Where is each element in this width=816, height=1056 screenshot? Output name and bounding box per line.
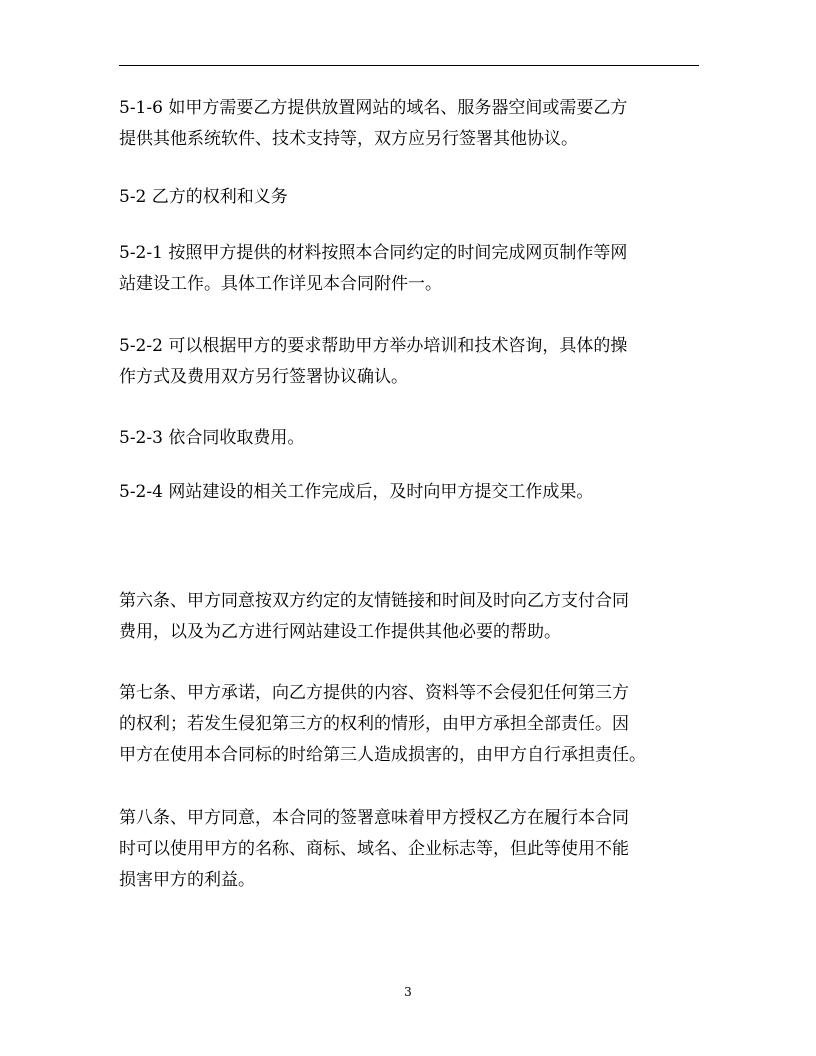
text-line: 5-2-1 按照甲方提供的材料按照本合同约定的时间完成网页制作等网 bbox=[119, 243, 628, 263]
article-7 bbox=[119, 678, 719, 771]
clause-5-2-4 bbox=[119, 477, 719, 508]
text-line: 站建设工作。具体工作详见本合同附件一。 bbox=[119, 274, 442, 294]
text-line: 第七条、甲方承诺，向乙方提供的内容、资料等不会侵犯任何第三方 bbox=[119, 683, 629, 703]
text-line: 时可以使用甲方的名称、商标、域名、企业标志等，但此等使用不能 bbox=[119, 839, 629, 859]
article-8 bbox=[119, 803, 719, 896]
text-line: 费用，以及为乙方进行网站建设工作提供其他必要的帮助。 bbox=[119, 622, 561, 642]
header-rule bbox=[119, 65, 699, 66]
text-line: 提供其他系统软件、技术支持等，双方应另行签署其他协议。 bbox=[119, 129, 578, 149]
text-line: 的权利；若发生侵犯第三方的权利的情形，由甲方承担全部责任。因 bbox=[119, 714, 629, 734]
text-line: 损害甲方的利益。 bbox=[119, 870, 255, 890]
page-number: 3 bbox=[404, 985, 412, 999]
text-line: 5-2-4 网站建设的相关工作完成后，及时向甲方提交工作成果。 bbox=[119, 482, 594, 502]
text-line: 作方式及费用双方另行签署协议确认。 bbox=[119, 367, 408, 387]
text-line: 5-1-6 如甲方需要乙方提供放置网站的域名、服务器空间或需要乙方 bbox=[119, 98, 628, 118]
text-line: 5-2-2 可以根据甲方的要求帮助甲方举办培训和技术咨询，具体的操 bbox=[119, 336, 628, 356]
clause-5-1-6 bbox=[119, 93, 719, 155]
text-line: 第六条、甲方同意按双方约定的友情链接和时间及时向乙方支付合同 bbox=[119, 591, 629, 611]
section-5-2-heading bbox=[119, 182, 719, 213]
clause-5-2-1 bbox=[119, 238, 719, 300]
clause-5-2-3 bbox=[119, 423, 719, 454]
article-6 bbox=[119, 586, 719, 648]
text-line: 5-2-3 依合同收取费用。 bbox=[119, 428, 305, 448]
text-line: 甲方在使用本合同标的时给第三人造成损害的，由甲方自行承担责任。 bbox=[119, 745, 646, 765]
clause-5-2-2 bbox=[119, 331, 719, 393]
text-line: 5-2 乙方的权利和义务 bbox=[119, 187, 288, 207]
text-line: 第八条、甲方同意，本合同的签署意味着甲方授权乙方在履行本合同 bbox=[119, 808, 629, 828]
